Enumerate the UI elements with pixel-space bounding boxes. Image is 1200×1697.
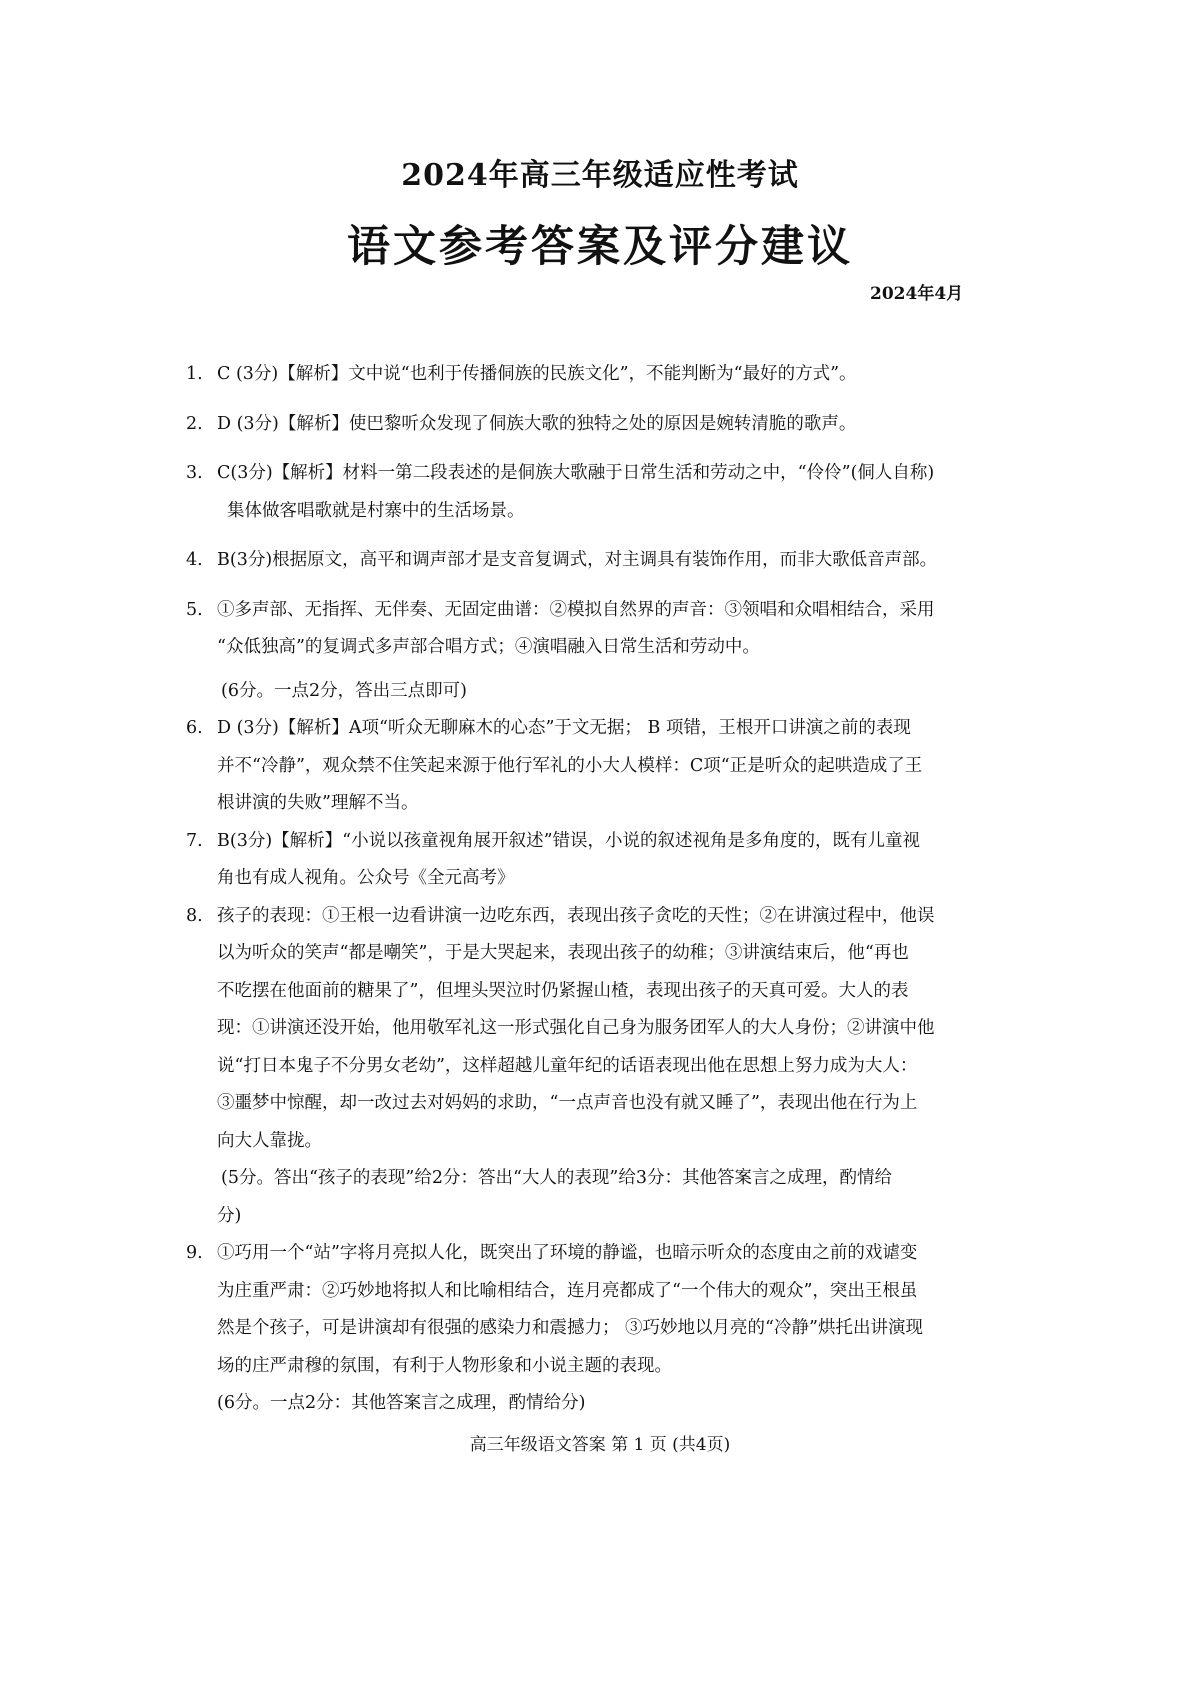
answer-text: C (3分)【解析】文中说“也利于传播侗族的民族文化”，不能判断为“最好的方式”。: [217, 364, 857, 384]
answer-text: ①多声部、无指挥、无伴奏、无固定曲谱：②模拟自然界的声音：③领唱和众唱相结合，采用: [217, 599, 935, 620]
answer-text: D (3分)【解析】A项“听众无聊麻木的心态”于文无据； B 项错，王根开口讲演之前的表现: [217, 718, 911, 738]
answer-text: 向大人靠拢。: [217, 1130, 322, 1151]
answer-text: 以为听众的笑声“都是嘲笑”，于是大哭起来，表现出孩子的幼稚；③讲演结束后，他“再也: [217, 943, 909, 963]
answer-number: 5.: [186, 599, 203, 620]
answer-text: C(3分)【解析】材料一第二段表述的是侗族大歌融于日常生活和劳动之中，“伶伶”(侗人自称): [217, 463, 935, 483]
document-subtitle: 语文参考答案及评分建议: [347, 222, 853, 272]
answer-text: ①巧用一个“站”字将月亮拟人化，既突出了环境的静谧，也暗示听众的态度由之前的戏谑变: [217, 1243, 918, 1263]
answer-item-1: [186, 356, 1026, 394]
answer-item-8: [186, 898, 1026, 1236]
answer-number: 9.: [186, 1243, 203, 1263]
answer-item-5: [186, 592, 1026, 667]
document-date: 2024年4月: [870, 284, 964, 304]
answer-item-2: [186, 406, 1026, 444]
answer-item-4: [186, 542, 1026, 580]
answer-text: “众低独高”的复调式多声部合唱方式；④演唱融入日常生活和劳动中。: [217, 637, 760, 657]
answer-number: 7.: [186, 830, 203, 851]
answer-text: D (3分)【解析】使巴黎听众发现了侗族大歌的独特之处的原因是婉转清脆的歌声。: [217, 413, 857, 434]
answer-number: 2.: [186, 413, 203, 434]
answer-item-7: [186, 823, 1026, 898]
scoring-note: (5分。答出“孩子的表现”给2分：答出“大人的表现”给3分：其他答案言之成理，酌情给: [221, 1168, 893, 1188]
answer-text: 然是个孩子，可是讲演却有很强的感染力和震撼力； ③巧妙地以月亮的“冷静”烘托出讲演现: [217, 1318, 923, 1338]
answer-text: B(3分)【解析】“小说以孩童视角展开叙述”错误，小说的叙述视角是多角度的，既有儿童视: [217, 830, 921, 851]
answer-number: 8.: [186, 905, 203, 926]
answer-text: 为庄重严肃：②巧妙地将拟人和比喻相结合，连月亮都成了“一个伟大的观众”，突出王根虽: [217, 1280, 918, 1301]
answer-item-6: [186, 710, 1026, 823]
scoring-note: (6分。一点2分，答出三点即可): [221, 680, 467, 701]
answer-text: 说“打日本鬼子不分男女老幼”，这样超越儿童年纪的话语表现出他在思想上努力成为大人：: [217, 1055, 918, 1076]
exam-title: 2024年高三年级适应性考试: [401, 158, 799, 193]
page-footer: 高三年级语文答案 第 1 页 (共4页): [469, 1435, 731, 1455]
answer-number: 3.: [186, 463, 203, 483]
answer-text: 并不“冷静”，观众禁不住笑起来源于他行军礼的小大人模样：C项“正是听众的起哄造成了王: [217, 755, 923, 776]
answer-item-9: [186, 1235, 1026, 1423]
scoring-note: 分): [217, 1205, 242, 1226]
answer-number: 4.: [186, 550, 203, 570]
answer-text: B(3分)根据原文，高平和调声部才是支音复调式，对主调具有装饰作用，而非大歌低音声部。: [217, 550, 938, 570]
answer-number: 6.: [186, 718, 203, 738]
answer-text: 现：①讲演还没开始，他用敬军礼这一形式强化自己身为服务团军人的大人身份；②讲演中他: [217, 1018, 935, 1038]
answer-text: 孩子的表现：①王根一边看讲演一边吃东西，表现出孩子贪吃的天性；②在讲演过程中，他误: [217, 905, 935, 926]
answer-item-3: [186, 455, 1026, 530]
answer-text: 集体做客唱歌就是村寨中的生活场景。: [227, 500, 525, 521]
scoring-note: (6分。一点2分：其他答案言之成理，酌情给分): [217, 1393, 586, 1413]
answer-text: 不吃摆在他面前的糖果了”，但埋头哭泣时仍紧握山楂，表现出孩子的天真可爱。大人的表: [217, 980, 909, 1001]
answer-number: 1.: [186, 364, 203, 384]
answer-text: 场的庄严肃穆的氛围，有利于人物形象和小说主题的表现。: [217, 1355, 672, 1376]
answer-text: ③噩梦中惊醒，却一改过去对妈妈的求助，“一点声音也没有就又睡了”，表现出他在行为上: [217, 1093, 918, 1113]
answer-text: 角也有成人视角。公众号《全元高考》: [217, 868, 515, 888]
answer-text: 根讲演的失败”理解不当。: [217, 793, 419, 813]
answer-list: [186, 356, 1026, 1423]
